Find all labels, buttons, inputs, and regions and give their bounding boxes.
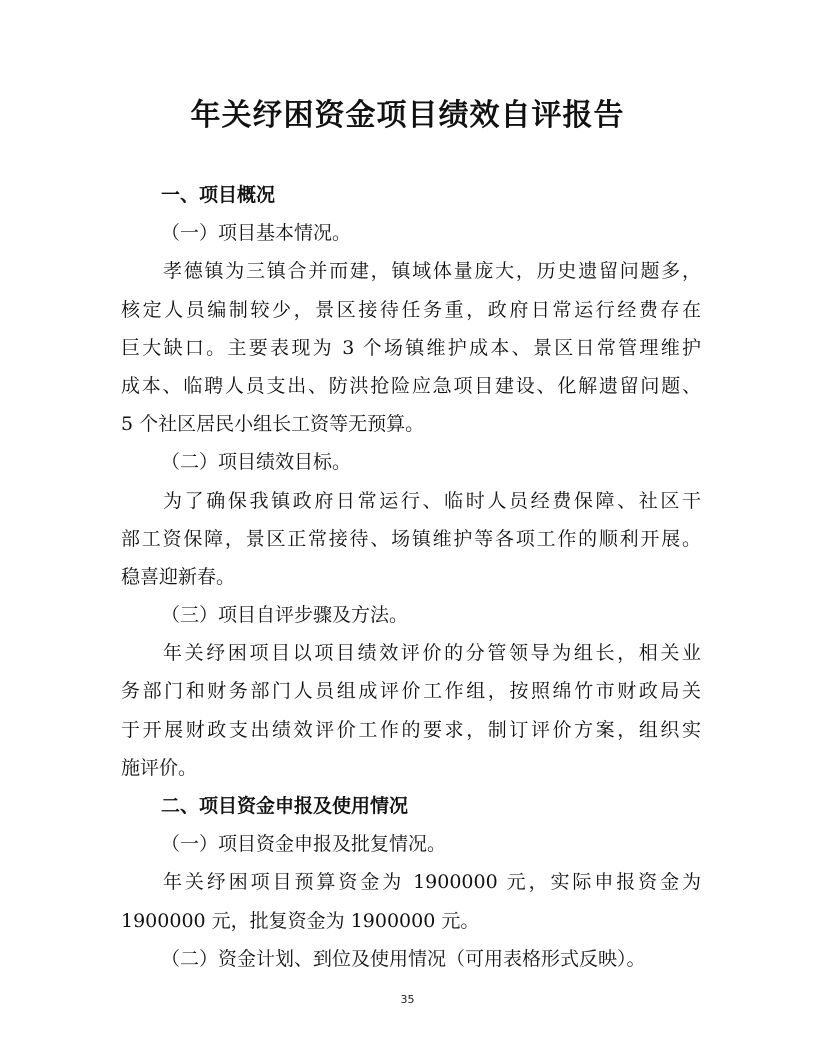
paragraph-line: 施评价。	[121, 756, 198, 779]
page-number: 35	[400, 993, 415, 1006]
paragraph-line: 年关纾困项目以项目绩效评价的分管领导为组长，相关业	[163, 642, 701, 665]
paragraph-line: 于开展财政支出绩效评价工作的要求，制订评价方案，组织实	[121, 718, 701, 741]
section-heading-project-overview: 一、项目概况	[161, 184, 276, 206]
paragraph-line: 为了确保我镇政府日常运行、临时人员经费保障、社区干	[163, 489, 701, 512]
paragraph-line: 5 个社区居民小组长工资等无预算。	[121, 413, 425, 436]
subheading-basic-info: （一）项目基本情况。	[161, 222, 352, 245]
subheading-performance-target: （二）项目绩效目标。	[161, 451, 352, 474]
paragraph-line: 部工资保障，景区正常接待、场镇维护等各项工作的顺利开展。	[121, 527, 701, 550]
paragraph-line: 稳喜迎新春。	[121, 565, 236, 588]
report-body	[121, 176, 701, 978]
subheading-funding-usage: （二）资金计划、到位及使用情况（可用表格形式反映）。	[161, 947, 646, 970]
paragraph-line: 核定人员编制较少，景区接待任务重，政府日常运行经费存在	[121, 298, 701, 321]
paragraph-line: 巨大缺口。主要表现为 3 个场镇维护成本、景区日常管理维护	[121, 336, 701, 359]
paragraph-line: 孝德镇为三镇合并而建，镇域体量庞大，历史遗留问题多，	[163, 260, 701, 283]
paragraph-line: 年关纾困项目预算资金为 1900000 元，实际申报资金为	[163, 871, 701, 894]
subheading-funding-approval: （一）项目资金申报及批复情况。	[161, 833, 447, 856]
paragraph-line: 务部门和财务部门人员组成评价工作组，按照绵竹市财政局关	[121, 680, 701, 703]
paragraph-line: 1900000 元，批复资金为 1900000 元。	[121, 909, 480, 932]
subheading-evaluation-method: （三）项目自评步骤及方法。	[161, 604, 409, 627]
report-title: 年关纾困资金项目绩效自评报告	[190, 98, 625, 133]
paragraph-line: 成本、临聘人员支出、防洪抢险应急项目建设、化解遗留问题、	[121, 374, 701, 397]
section-heading-funding: 二、项目资金申报及使用情况	[161, 795, 409, 817]
